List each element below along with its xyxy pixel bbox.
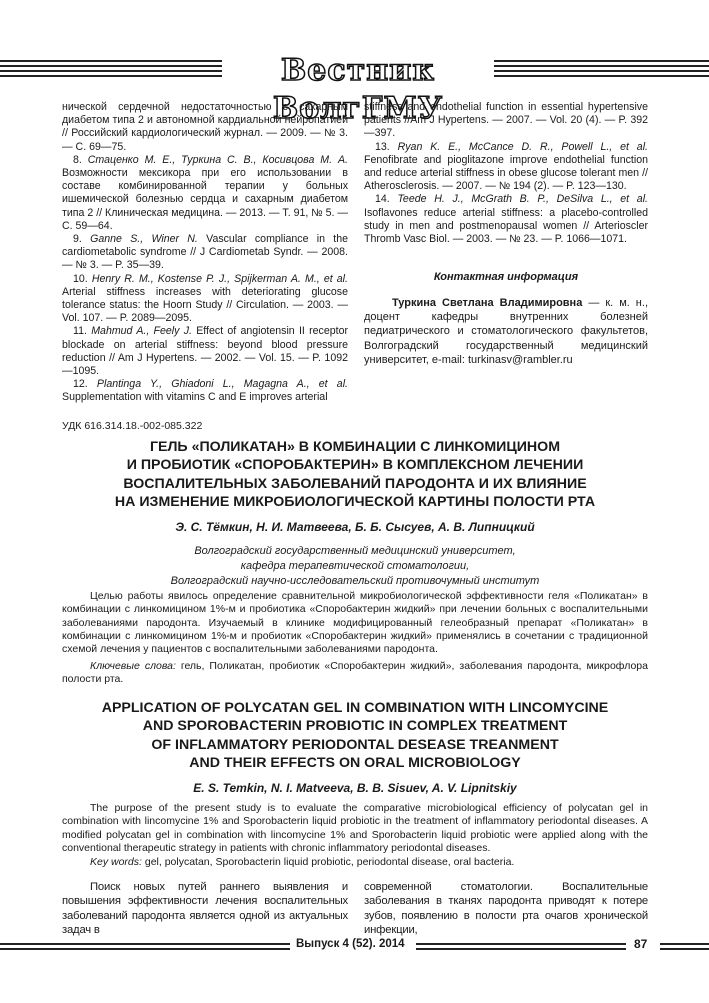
references-right xyxy=(364,101,648,246)
contact-name: Туркина Светлана Владимировна xyxy=(392,297,583,309)
reference-8: 8. Стаценко М. Е., Туркина С. В., Косивцова М. А. Возможности мексикора при его использовании в составе комбинированной терапии у больных ишемической болезнью сердца и сахарным диабетом типа 2 // Клиническая медицина. — 2013. — Т. 91, № 5. — С. 59—64. xyxy=(62,153,348,232)
header-rule-right xyxy=(490,60,709,82)
ru-title: ГЕЛЬ «ПОЛИКАТАН» В КОМБИНАЦИИ С ЛИНКОМИЦИНОМ И ПРОБИОТИК «СПОРОБАКТЕРИН» В КОМПЛЕКСНОМ ЛЕЧЕНИИ ВОСПАЛИТЕЛЬНЫХ ЗАБОЛЕВАНИЙ ПАРОДОНТА И ИХ ВЛИЯНИЕ НА ИЗМЕНЕНИЕ МИКРОБИОЛОГИЧЕСКОЙ КАРТИНЫ ПОЛОСТИ РТА xyxy=(114,439,596,510)
reference-10: 10. Henry R. M., Kostense P. J., Spijkerman A. M., et al. Arterial stiffness increases with deteriorating glucose tolerance status: the Hoorn Study // Circulation. — 2003. — Vol. 107. — P. 2089—2095. xyxy=(62,272,348,325)
en-authors: E. S. Temkin, N. I. Matveeva, B. B. Sisuev, A. V. Lipnitskiy xyxy=(193,781,517,795)
footer-rule-end-2 xyxy=(660,948,709,950)
reference-12-tail: stiffness and endothelial function in essential hypertensive patients //Am J Hypertens. — 2007. — Vol. 20 (4). — P. 392—397. xyxy=(364,101,648,140)
udc-code: УДК 616.314.18.-002-085.322 xyxy=(62,420,203,432)
reference-13: 13. Ryan K. E., McCance D. R., Powell L., et al. Fenofibrate and pioglitazone improve endothelial function and reduce arterial stiffness in obese glucose tolerant men // Atherosclerosis. — 2007. — № 194 (2). — P. 123—130. xyxy=(364,140,648,193)
footer-rule-left-2 xyxy=(0,948,290,950)
en-abstract: The purpose of the present study is to evaluate the comparative microbiological efficiency of polycatan gel in combination with lincomycine 1% and Sporobacterin liquid probiotic in the treatment of inflammatory periodontal diseases. A modified polycatan gel in combination with lincomycine 1% and Sporobacterin liquid probiotic were applied along with the conventional therapeutic strategy in patients with chronic inflammatory periodontal diseases. xyxy=(62,802,648,854)
contact-details: — к. м. н., доцент кафедры внутренних болезней педиатрического и стоматологического факультетов, Волгоградский государственный медицинский университет, e-mail: turkinasv@rambler.ru xyxy=(364,297,648,366)
journal-title: Вестник ВолгГМУ xyxy=(222,52,494,90)
contact-heading: Контактная информация xyxy=(433,271,579,283)
ru-affiliation: Волгоградский государственный медицинский университет, кафедра терапевтической стоматологии, Волгоградский научно-исследовательский противочумный институт xyxy=(170,545,540,588)
reference-14: 14. Teede H. J., McGrath B. P., DeSilva L., et al. Isoflavones reduce arterial stiffness: a placebo-controlled study in men and postmenopausal women // Arterioscler Thromb Vasc Biol. — 2003. — № 23. — P. 1066—1071. xyxy=(364,193,648,246)
reference-12: 12. Plantinga Y., Ghiadoni L., Magagna A., et al. Supplementation with vitamins C and E improves arterial xyxy=(62,378,348,404)
footer-issue: Выпуск 4 (52). 2014 xyxy=(296,938,405,950)
reference-7-tail: ническoй сердечной недостаточностью с сахарным диабетом типа 2 и автономной кардиальной нейропатией // Российский кардиологический журнал. — 2009. — № 3. — С. 69—75. xyxy=(62,101,348,153)
body-right-column: современной стоматологии. Воспалительные заболевания в тканях пародонта приводят к потере зубов, появлению в полости рта очагов хронической инфекции, xyxy=(364,881,648,936)
ru-authors: Э. С. Тёмкин, Н. И. Матвеева, Б. Б. Сысуев, А. В. Липницкий xyxy=(175,520,535,534)
page-number: 87 xyxy=(634,937,648,951)
ru-abstract: Целью работы явилось определение сравнительной микробиологической эффективности геля «Поликатан» в комбинации с линкомицином 1%-м и пробиотика «Споробактерин жидкий» при лечении больных с воспалительными заболеваниями пародонта. Изучаемый в клинике модифицированный гелеобразный препарат «Поликатан» в комбинации с линкомицином 1%-м и пробиотик «Споробактерин жидкий» применялись в сочетании с традиционной схемой лечения у пациентов с воспалительными заболеваниями пародонта. xyxy=(62,590,648,656)
references-left xyxy=(62,101,348,405)
ru-keywords: Ключевые слова: гель, Поликатан, пробиотик «Споробактерин жидкий», заболевания пародонта, микрофлора полости рта. xyxy=(62,660,648,686)
footer-rule-end xyxy=(660,943,709,945)
contact-info xyxy=(364,296,648,367)
body-left-column: Поиск новых путей раннего выявления и повышения эффективности лечения воспалительных заболеваний пародонта является одной из актуальных задач в xyxy=(62,881,348,936)
reference-11: 11. Mahmud A., Feely J. Effect of angiotensin II receptor blockade on arterial stiffness: beyond blood pressure reduction // Am J Hypertens. — 2002. — Vol. 15. — P. 1092—1095. xyxy=(62,325,348,378)
footer-rule-right xyxy=(416,943,626,945)
header-rule-left xyxy=(0,60,228,82)
reference-9: 9. Ganne S., Winer N. Vascular compliance in the cardiometabolic syndrome // J Cardiometab Syndr. — 2008. — № 3. — P. 35—39. xyxy=(62,233,348,272)
footer-rule-left xyxy=(0,943,290,945)
footer-rule-right-2 xyxy=(416,948,626,950)
en-keywords: Key words: gel, polycatan, Sporobacterin liquid probiotic, periodontal disease, oral bacteria. xyxy=(90,856,515,868)
en-title: APPLICATION OF POLYCATAN GEL IN COMBINATION WITH LINCOMYCINE AND SPOROBACTERIN PROBIOTIC IN COMPLEX TREATMENT OF INFLAMMATORY PERIODONTAL DESEASE TREANMENT AND THEIR EFFECTS ON ORAL MICROBIOLOGY xyxy=(101,700,609,771)
